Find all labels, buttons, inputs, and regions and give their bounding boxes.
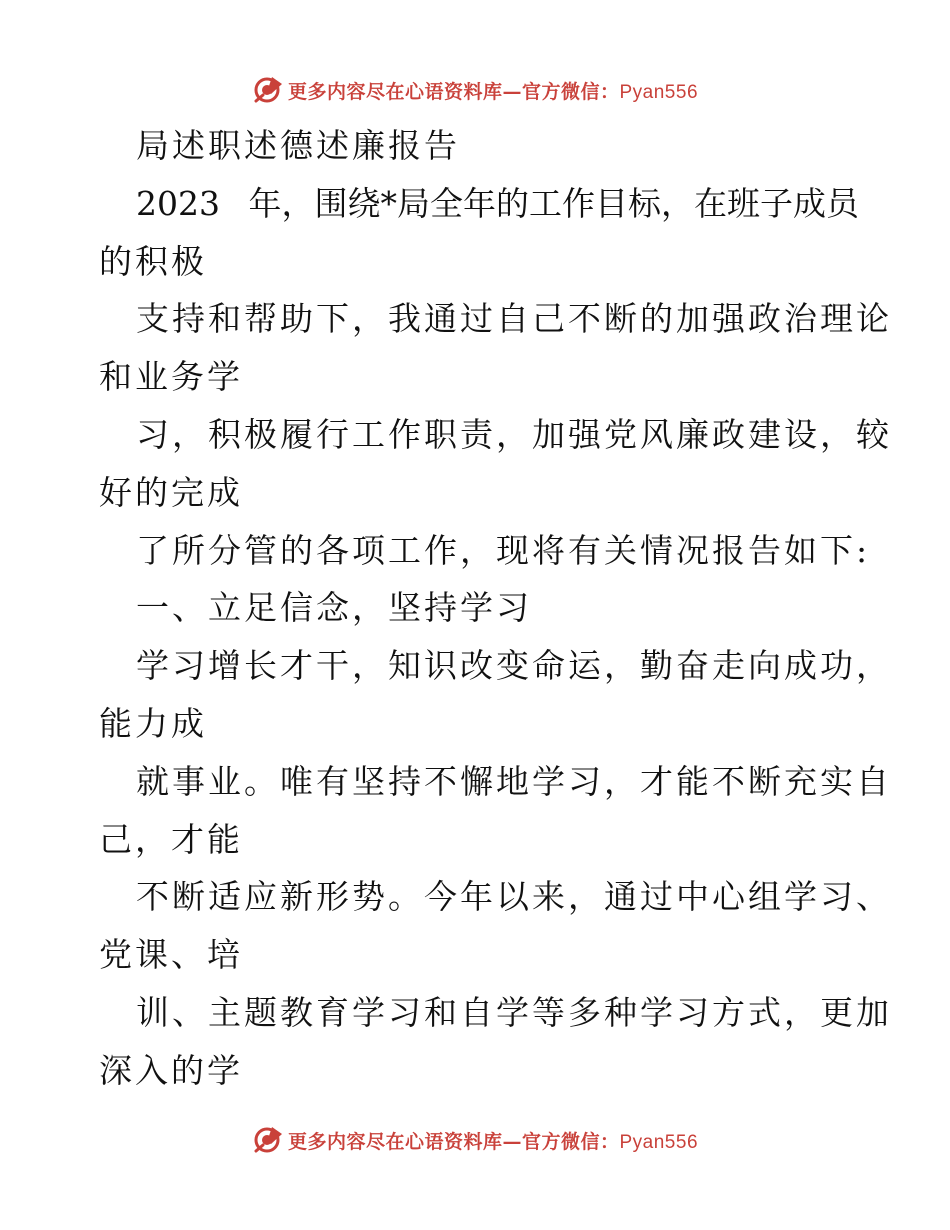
header-banner bbox=[0, 70, 950, 110]
banner-wechat-id: Pyan556 bbox=[619, 1131, 699, 1153]
banner-slogan: 更多内容尽在心语资料库—官方微信： bbox=[287, 80, 620, 103]
paragraph-line: 好的完成 bbox=[99, 472, 243, 512]
red-pen-logo-icon bbox=[252, 74, 284, 106]
paragraph-line: 不断适应新形势。今年以来，通过中心组学习、 bbox=[136, 877, 892, 917]
paragraph-line: 习，积极履行工作职责，加强党风廉政建设，较 bbox=[136, 414, 892, 454]
red-pen-logo-icon bbox=[252, 1124, 284, 1156]
paragraph-line: 就事业。唯有坚持不懈地学习，才能不断充实自 bbox=[136, 761, 892, 801]
banner-slogan: 更多内容尽在心语资料库—官方微信： bbox=[287, 1130, 620, 1153]
paragraph-line: 己，才能 bbox=[99, 819, 243, 859]
footer-banner bbox=[0, 1120, 950, 1160]
paragraph-line bbox=[99, 175, 859, 233]
banner-text bbox=[288, 77, 698, 104]
text-segment: 年，围绕*局全年的工作目标，在班子成员 bbox=[248, 183, 859, 223]
paragraph-line: 和业务学 bbox=[99, 357, 243, 397]
paragraph-line: 了所分管的各项工作，现将有关情况报告如下: bbox=[136, 530, 871, 570]
paragraph-line: 的积极 bbox=[99, 241, 207, 281]
paragraph-line: 能力成 bbox=[99, 703, 207, 743]
banner-wechat-id: Pyan556 bbox=[619, 81, 699, 103]
banner-text bbox=[288, 1127, 698, 1154]
document-title: 局述职述德述廉报告 bbox=[136, 126, 460, 165]
paragraph-line: 训、主题教育学习和自学等多种学习方式，更加 bbox=[136, 992, 892, 1032]
paragraph-line: 党课、培 bbox=[99, 935, 243, 975]
paragraph-line: 支持和帮助下，我通过自己不断的加强政治理论 bbox=[136, 299, 892, 339]
section-heading: 一、立足信念，坚持学习 bbox=[136, 588, 532, 628]
document-body bbox=[99, 117, 892, 1100]
paragraph-line: 学习增长才干，知识改变命运，勤奋走向成功， bbox=[136, 646, 892, 686]
paragraph-line: 深入的学 bbox=[99, 1050, 243, 1090]
text-segment: 2023 bbox=[136, 183, 220, 223]
